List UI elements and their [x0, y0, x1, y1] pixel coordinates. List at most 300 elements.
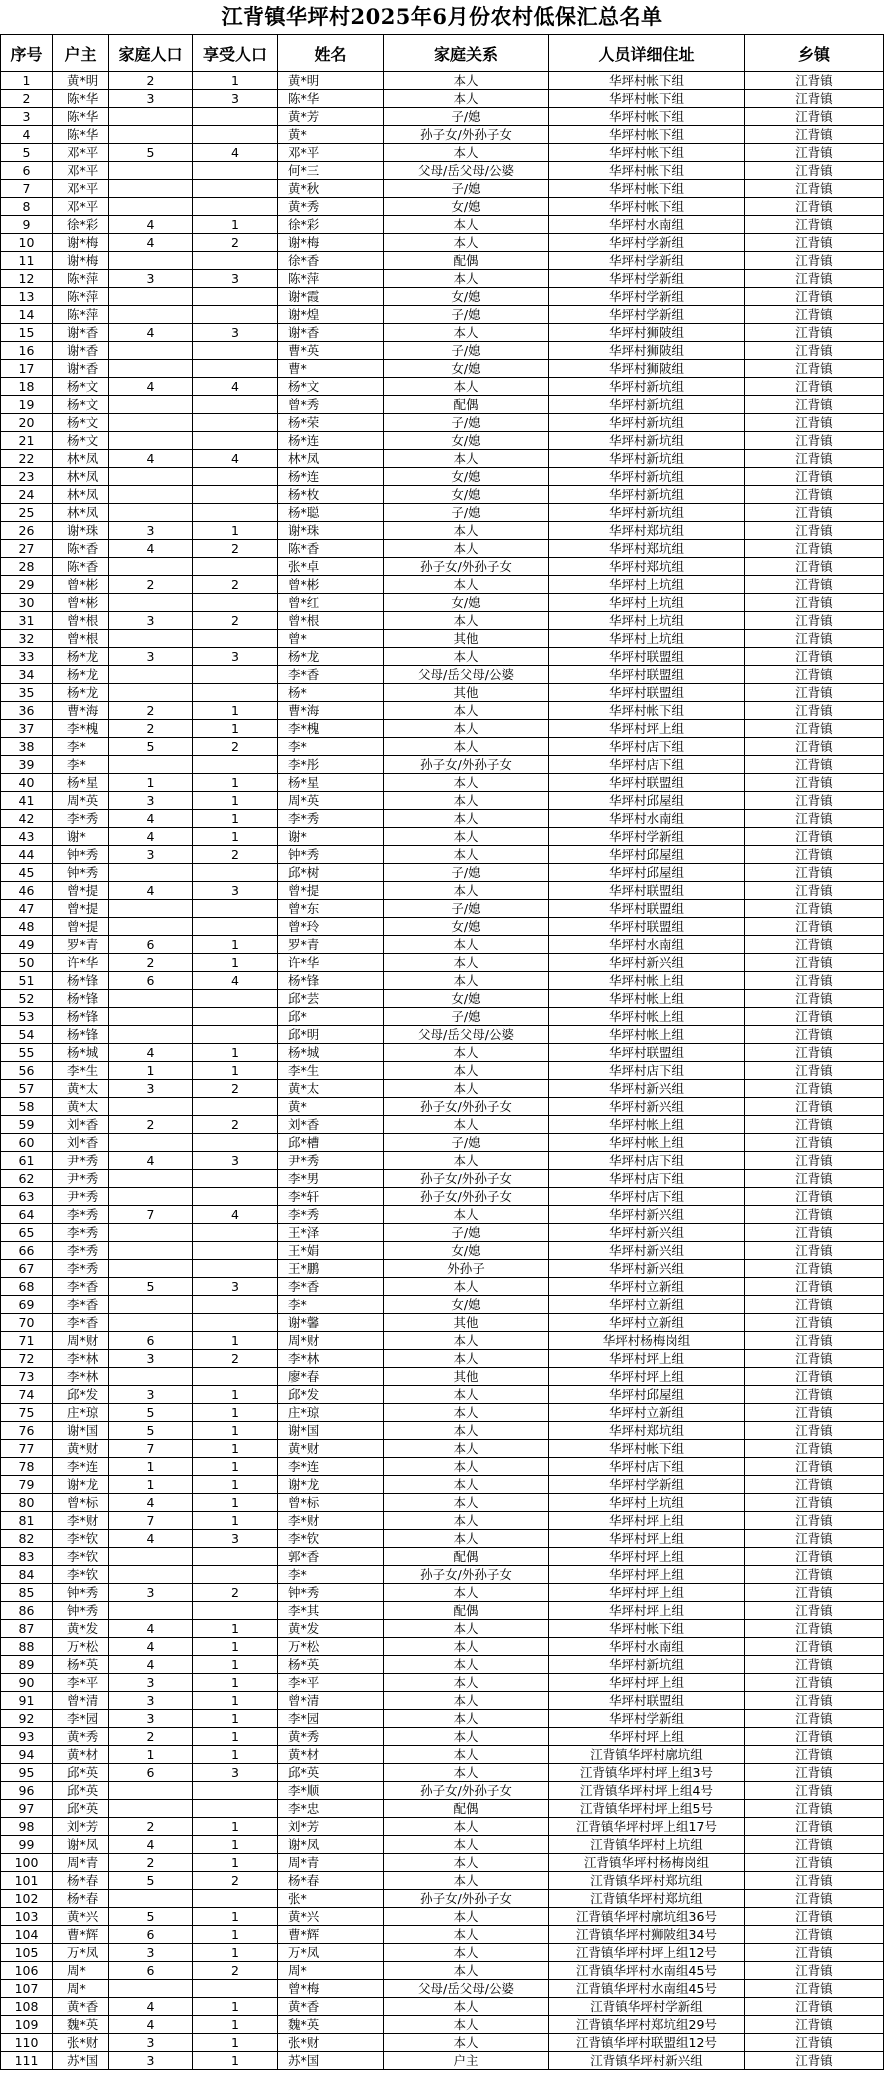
eligible-size-cell [193, 1548, 278, 1566]
row-index-cell: 38 [1, 738, 53, 756]
address-cell: 华坪村上坑组 [549, 576, 745, 594]
township-cell: 江背镇 [745, 1188, 884, 1206]
township-cell: 江背镇 [745, 774, 884, 792]
relation-cell: 本人 [384, 1278, 549, 1296]
household-size-cell: 4 [109, 828, 193, 846]
relation-cell: 孙子女/外孙子女 [384, 1170, 549, 1188]
household-head-cell: 杨*龙 [53, 684, 109, 702]
table-row [1, 1098, 884, 1116]
relation-cell: 本人 [384, 2016, 549, 2034]
row-index-cell: 65 [1, 1224, 53, 1242]
household-size-cell: 4 [109, 1656, 193, 1674]
household-size-cell [109, 756, 193, 774]
township-cell: 江背镇 [745, 1980, 884, 1998]
address-cell: 华坪村邱屋组 [549, 846, 745, 864]
row-index-cell: 18 [1, 378, 53, 396]
address-cell: 华坪村新坑组 [549, 468, 745, 486]
township-cell: 江背镇 [745, 1746, 884, 1764]
township-cell: 江背镇 [745, 684, 884, 702]
member-name-cell: 杨*星 [278, 774, 384, 792]
relation-cell: 本人 [384, 90, 549, 108]
row-index-cell: 97 [1, 1800, 53, 1818]
address-cell: 华坪村学新组 [549, 306, 745, 324]
eligible-size-cell [193, 1026, 278, 1044]
member-name-cell: 曾*根 [278, 612, 384, 630]
address-cell: 华坪村水南组 [549, 936, 745, 954]
eligible-size-cell [193, 1602, 278, 1620]
household-head-cell: 陈*华 [53, 108, 109, 126]
eligible-size-cell: 1 [193, 1854, 278, 1872]
township-cell: 江背镇 [745, 1368, 884, 1386]
row-index-cell: 102 [1, 1890, 53, 1908]
relation-cell: 本人 [384, 882, 549, 900]
row-index-cell: 63 [1, 1188, 53, 1206]
relation-cell: 本人 [384, 936, 549, 954]
household-head-cell: 李*钦 [53, 1548, 109, 1566]
eligible-size-cell: 1 [193, 1620, 278, 1638]
household-head-cell: 钟*秀 [53, 1584, 109, 1602]
row-index-cell: 50 [1, 954, 53, 972]
eligible-size-cell [193, 990, 278, 1008]
row-index-cell: 58 [1, 1098, 53, 1116]
relation-cell: 子/媳 [384, 900, 549, 918]
row-index-cell: 21 [1, 432, 53, 450]
table-row [1, 1908, 884, 1926]
eligible-size-cell: 1 [193, 72, 278, 90]
relation-cell: 本人 [384, 720, 549, 738]
household-size-cell [109, 666, 193, 684]
eligible-size-cell: 4 [193, 972, 278, 990]
household-head-cell: 李*香 [53, 1314, 109, 1332]
address-cell: 华坪村学新组 [549, 1476, 745, 1494]
row-index-cell: 5 [1, 144, 53, 162]
member-name-cell: 李* [278, 1296, 384, 1314]
table-row [1, 1710, 884, 1728]
eligible-size-cell [193, 1242, 278, 1260]
row-index-cell: 96 [1, 1782, 53, 1800]
eligible-size-cell [193, 198, 278, 216]
row-index-cell: 107 [1, 1980, 53, 1998]
table-row [1, 72, 884, 90]
relation-cell: 本人 [384, 1962, 549, 1980]
row-index-cell: 59 [1, 1116, 53, 1134]
address-cell: 江背镇华坪村廓坑组36号 [549, 1908, 745, 1926]
header-household-head: 户主 [53, 35, 109, 72]
household-head-cell: 刘*香 [53, 1134, 109, 1152]
table-row [1, 216, 884, 234]
address-cell: 华坪村帐下组 [549, 126, 745, 144]
household-head-cell: 谢*香 [53, 324, 109, 342]
relation-cell: 本人 [384, 2034, 549, 2052]
row-index-cell: 17 [1, 360, 53, 378]
township-cell: 江背镇 [745, 972, 884, 990]
household-head-cell: 李*槐 [53, 720, 109, 738]
table-row [1, 990, 884, 1008]
eligible-size-cell [193, 1782, 278, 1800]
eligible-size-cell: 1 [193, 828, 278, 846]
household-head-cell: 黄*明 [53, 72, 109, 90]
address-cell: 华坪村新兴组 [549, 1206, 745, 1224]
member-name-cell: 李*秀 [278, 1206, 384, 1224]
household-size-cell: 3 [109, 90, 193, 108]
table-row [1, 1638, 884, 1656]
address-cell: 华坪村新兴组 [549, 1260, 745, 1278]
address-cell: 华坪村店下组 [549, 1062, 745, 1080]
row-index-cell: 25 [1, 504, 53, 522]
member-name-cell: 李* [278, 1566, 384, 1584]
eligible-size-cell: 1 [193, 774, 278, 792]
table-row [1, 432, 884, 450]
household-size-cell [109, 1134, 193, 1152]
household-head-cell: 李*生 [53, 1062, 109, 1080]
eligible-size-cell [193, 252, 278, 270]
address-cell: 华坪村坪上组 [549, 1566, 745, 1584]
township-cell: 江背镇 [745, 1062, 884, 1080]
household-size-cell: 2 [109, 1818, 193, 1836]
household-size-cell: 1 [109, 1458, 193, 1476]
household-head-cell: 陈*萍 [53, 306, 109, 324]
row-index-cell: 36 [1, 702, 53, 720]
household-head-cell: 谢*国 [53, 1422, 109, 1440]
household-size-cell [109, 252, 193, 270]
household-head-cell: 杨*文 [53, 378, 109, 396]
relation-cell: 女/媳 [384, 918, 549, 936]
member-name-cell: 黄*材 [278, 1746, 384, 1764]
relation-cell: 本人 [384, 648, 549, 666]
household-head-cell: 曾*提 [53, 900, 109, 918]
address-cell: 华坪村联盟组 [549, 918, 745, 936]
eligible-size-cell: 1 [193, 1386, 278, 1404]
township-cell: 江背镇 [745, 1908, 884, 1926]
table-row [1, 792, 884, 810]
table-row [1, 252, 884, 270]
eligible-size-cell [193, 432, 278, 450]
household-head-cell: 钟*秀 [53, 846, 109, 864]
table-row [1, 1548, 884, 1566]
address-cell: 江背镇华坪村坪上组4号 [549, 1782, 745, 1800]
address-cell: 江背镇华坪村水南组45号 [549, 1980, 745, 1998]
eligible-size-cell: 1 [193, 1944, 278, 1962]
member-name-cell: 周*青 [278, 1854, 384, 1872]
relation-cell: 配偶 [384, 396, 549, 414]
table-row [1, 1296, 884, 1314]
member-name-cell: 庄*琼 [278, 1404, 384, 1422]
row-index-cell: 87 [1, 1620, 53, 1638]
eligible-size-cell: 2 [193, 846, 278, 864]
household-head-cell: 黄*兴 [53, 1908, 109, 1926]
member-name-cell: 谢*香 [278, 324, 384, 342]
row-index-cell: 68 [1, 1278, 53, 1296]
township-cell: 江背镇 [745, 1800, 884, 1818]
address-cell: 华坪村新坑组 [549, 486, 745, 504]
table-row [1, 1044, 884, 1062]
household-head-cell: 黄*发 [53, 1620, 109, 1638]
address-cell: 华坪村新兴组 [549, 954, 745, 972]
row-index-cell: 23 [1, 468, 53, 486]
household-head-cell: 李*连 [53, 1458, 109, 1476]
household-size-cell: 7 [109, 1512, 193, 1530]
address-cell: 华坪村店下组 [549, 1458, 745, 1476]
eligible-size-cell: 3 [193, 1278, 278, 1296]
table-row [1, 270, 884, 288]
household-size-cell [109, 108, 193, 126]
header-relation: 家庭关系 [384, 35, 549, 72]
household-head-cell: 杨*英 [53, 1656, 109, 1674]
relation-cell: 子/媳 [384, 306, 549, 324]
household-size-cell: 4 [109, 1836, 193, 1854]
township-cell: 江背镇 [745, 594, 884, 612]
row-index-cell: 70 [1, 1314, 53, 1332]
eligible-size-cell: 1 [193, 1494, 278, 1512]
table-row [1, 1980, 884, 1998]
township-cell: 江背镇 [745, 990, 884, 1008]
address-cell: 华坪村新坑组 [549, 504, 745, 522]
row-index-cell: 48 [1, 918, 53, 936]
household-size-cell: 3 [109, 1584, 193, 1602]
relation-cell: 其他 [384, 1368, 549, 1386]
table-row [1, 1458, 884, 1476]
household-head-cell: 曹*海 [53, 702, 109, 720]
member-name-cell: 刘*芳 [278, 1818, 384, 1836]
township-cell: 江背镇 [745, 918, 884, 936]
address-cell: 华坪村新兴组 [549, 1080, 745, 1098]
member-name-cell: 曹*英 [278, 342, 384, 360]
eligible-size-cell: 2 [193, 738, 278, 756]
relation-cell: 本人 [384, 1386, 549, 1404]
household-size-cell: 3 [109, 2052, 193, 2070]
table-row [1, 810, 884, 828]
township-cell: 江背镇 [745, 1422, 884, 1440]
household-size-cell [109, 864, 193, 882]
household-size-cell: 2 [109, 1854, 193, 1872]
address-cell: 华坪村新坑组 [549, 378, 745, 396]
address-cell: 江背镇华坪村坪上组3号 [549, 1764, 745, 1782]
township-cell: 江背镇 [745, 144, 884, 162]
township-cell: 江背镇 [745, 432, 884, 450]
township-cell: 江背镇 [745, 1224, 884, 1242]
row-index-cell: 33 [1, 648, 53, 666]
address-cell: 华坪村店下组 [549, 1188, 745, 1206]
row-index-cell: 49 [1, 936, 53, 954]
eligible-size-cell: 4 [193, 144, 278, 162]
table-row [1, 774, 884, 792]
member-name-cell: 李*香 [278, 1278, 384, 1296]
eligible-size-cell: 2 [193, 1080, 278, 1098]
household-size-cell: 4 [109, 1998, 193, 2016]
address-cell: 江背镇华坪村学新组 [549, 1998, 745, 2016]
row-index-cell: 7 [1, 180, 53, 198]
household-size-cell [109, 432, 193, 450]
household-head-cell: 陈*华 [53, 90, 109, 108]
row-index-cell: 20 [1, 414, 53, 432]
household-size-cell [109, 396, 193, 414]
eligible-size-cell [193, 630, 278, 648]
address-cell: 华坪村帐下组 [549, 144, 745, 162]
relation-cell: 本人 [384, 1656, 549, 1674]
relation-cell: 本人 [384, 1206, 549, 1224]
row-index-cell: 89 [1, 1656, 53, 1674]
row-index-cell: 47 [1, 900, 53, 918]
township-cell: 江背镇 [745, 1728, 884, 1746]
eligible-size-cell: 1 [193, 1440, 278, 1458]
relation-cell: 本人 [384, 1116, 549, 1134]
address-cell: 江背镇华坪村廓坑组 [549, 1746, 745, 1764]
household-head-cell: 魏*英 [53, 2016, 109, 2034]
township-cell: 江背镇 [745, 648, 884, 666]
relation-cell: 本人 [384, 1710, 549, 1728]
household-head-cell: 曾*根 [53, 612, 109, 630]
row-index-cell: 44 [1, 846, 53, 864]
household-size-cell: 4 [109, 540, 193, 558]
household-size-cell: 7 [109, 1206, 193, 1224]
township-cell: 江背镇 [745, 1134, 884, 1152]
row-index-cell: 24 [1, 486, 53, 504]
eligible-size-cell: 1 [193, 1476, 278, 1494]
row-index-cell: 14 [1, 306, 53, 324]
household-head-cell: 杨*文 [53, 414, 109, 432]
household-head-cell: 李*钦 [53, 1530, 109, 1548]
township-cell: 江背镇 [745, 324, 884, 342]
relation-cell: 子/媳 [384, 180, 549, 198]
address-cell: 华坪村水南组 [549, 216, 745, 234]
household-size-cell: 2 [109, 720, 193, 738]
household-head-cell: 林*凤 [53, 450, 109, 468]
row-index-cell: 39 [1, 756, 53, 774]
table-row [1, 1278, 884, 1296]
table-row [1, 504, 884, 522]
member-name-cell: 杨*城 [278, 1044, 384, 1062]
relation-cell: 配偶 [384, 1548, 549, 1566]
address-cell: 江背镇华坪村联盟组12号 [549, 2034, 745, 2052]
household-size-cell: 3 [109, 522, 193, 540]
township-cell: 江背镇 [745, 450, 884, 468]
household-size-cell [109, 342, 193, 360]
household-size-cell [109, 1242, 193, 1260]
household-head-cell: 谢*珠 [53, 522, 109, 540]
household-size-cell: 3 [109, 1674, 193, 1692]
table-row [1, 1782, 884, 1800]
household-head-cell: 林*凤 [53, 486, 109, 504]
table-row [1, 648, 884, 666]
member-name-cell: 杨*聪 [278, 504, 384, 522]
township-cell: 江背镇 [745, 1512, 884, 1530]
address-cell: 华坪村学新组 [549, 828, 745, 846]
address-cell: 江背镇华坪村坪上组17号 [549, 1818, 745, 1836]
row-index-cell: 61 [1, 1152, 53, 1170]
household-head-cell: 黄*香 [53, 1998, 109, 2016]
household-size-cell [109, 1188, 193, 1206]
row-index-cell: 46 [1, 882, 53, 900]
address-cell: 华坪村水南组 [549, 810, 745, 828]
eligible-size-cell: 1 [193, 1512, 278, 1530]
row-index-cell: 75 [1, 1404, 53, 1422]
household-size-cell: 4 [109, 810, 193, 828]
household-size-cell: 7 [109, 1440, 193, 1458]
member-name-cell: 谢*煌 [278, 306, 384, 324]
township-cell: 江背镇 [745, 234, 884, 252]
table-row [1, 468, 884, 486]
member-name-cell: 苏*国 [278, 2052, 384, 2070]
eligible-size-cell: 3 [193, 648, 278, 666]
household-size-cell: 4 [109, 216, 193, 234]
township-cell: 江背镇 [745, 1638, 884, 1656]
township-cell: 江背镇 [745, 2052, 884, 2070]
address-cell: 华坪村立新组 [549, 1278, 745, 1296]
household-head-cell: 曾*提 [53, 918, 109, 936]
eligible-size-cell [193, 342, 278, 360]
relation-cell: 女/媳 [384, 198, 549, 216]
eligible-size-cell: 1 [193, 1818, 278, 1836]
household-head-cell: 李*平 [53, 1674, 109, 1692]
relation-cell: 本人 [384, 1350, 549, 1368]
row-index-cell: 9 [1, 216, 53, 234]
member-name-cell: 李*男 [278, 1170, 384, 1188]
member-name-cell: 曾*清 [278, 1692, 384, 1710]
household-size-cell: 3 [109, 648, 193, 666]
relation-cell: 本人 [384, 1746, 549, 1764]
row-index-cell: 84 [1, 1566, 53, 1584]
eligible-size-cell: 1 [193, 216, 278, 234]
member-name-cell: 杨* [278, 684, 384, 702]
household-head-cell: 周*财 [53, 1332, 109, 1350]
address-cell: 华坪村坪上组 [549, 1350, 745, 1368]
eligible-size-cell [193, 414, 278, 432]
household-head-cell: 李*香 [53, 1278, 109, 1296]
member-name-cell: 李*香 [278, 666, 384, 684]
address-cell: 江背镇华坪村郑坑组 [549, 1890, 745, 1908]
member-name-cell: 杨*枚 [278, 486, 384, 504]
household-size-cell [109, 1890, 193, 1908]
household-head-cell: 黄*太 [53, 1080, 109, 1098]
eligible-size-cell [193, 1008, 278, 1026]
member-name-cell: 徐*彩 [278, 216, 384, 234]
address-cell: 华坪村坪上组 [549, 1728, 745, 1746]
row-index-cell: 91 [1, 1692, 53, 1710]
table-row [1, 1116, 884, 1134]
row-index-cell: 94 [1, 1746, 53, 1764]
township-cell: 江背镇 [745, 1926, 884, 1944]
township-cell: 江背镇 [745, 954, 884, 972]
household-size-cell: 3 [109, 2034, 193, 2052]
eligible-size-cell: 1 [193, 954, 278, 972]
household-size-cell: 2 [109, 1116, 193, 1134]
table-row [1, 1260, 884, 1278]
table-row [1, 198, 884, 216]
row-index-cell: 76 [1, 1422, 53, 1440]
household-head-cell: 杨*星 [53, 774, 109, 792]
eligible-size-cell [193, 306, 278, 324]
eligible-size-cell: 1 [193, 1836, 278, 1854]
township-cell: 江背镇 [745, 1692, 884, 1710]
address-cell: 华坪村帐下组 [549, 1440, 745, 1458]
household-head-cell: 曾*彬 [53, 594, 109, 612]
address-cell: 华坪村学新组 [549, 288, 745, 306]
household-size-cell: 5 [109, 1422, 193, 1440]
row-index-cell: 92 [1, 1710, 53, 1728]
member-name-cell: 黄*财 [278, 1440, 384, 1458]
township-cell: 江背镇 [745, 1620, 884, 1638]
member-name-cell: 黄*明 [278, 72, 384, 90]
member-name-cell: 周*英 [278, 792, 384, 810]
row-index-cell: 73 [1, 1368, 53, 1386]
eligible-size-cell: 3 [193, 882, 278, 900]
household-head-cell: 钟*秀 [53, 864, 109, 882]
member-name-cell: 黄* [278, 1098, 384, 1116]
household-size-cell: 3 [109, 1386, 193, 1404]
member-name-cell: 李*林 [278, 1350, 384, 1368]
household-head-cell: 尹*秀 [53, 1170, 109, 1188]
address-cell: 华坪村帐下组 [549, 180, 745, 198]
